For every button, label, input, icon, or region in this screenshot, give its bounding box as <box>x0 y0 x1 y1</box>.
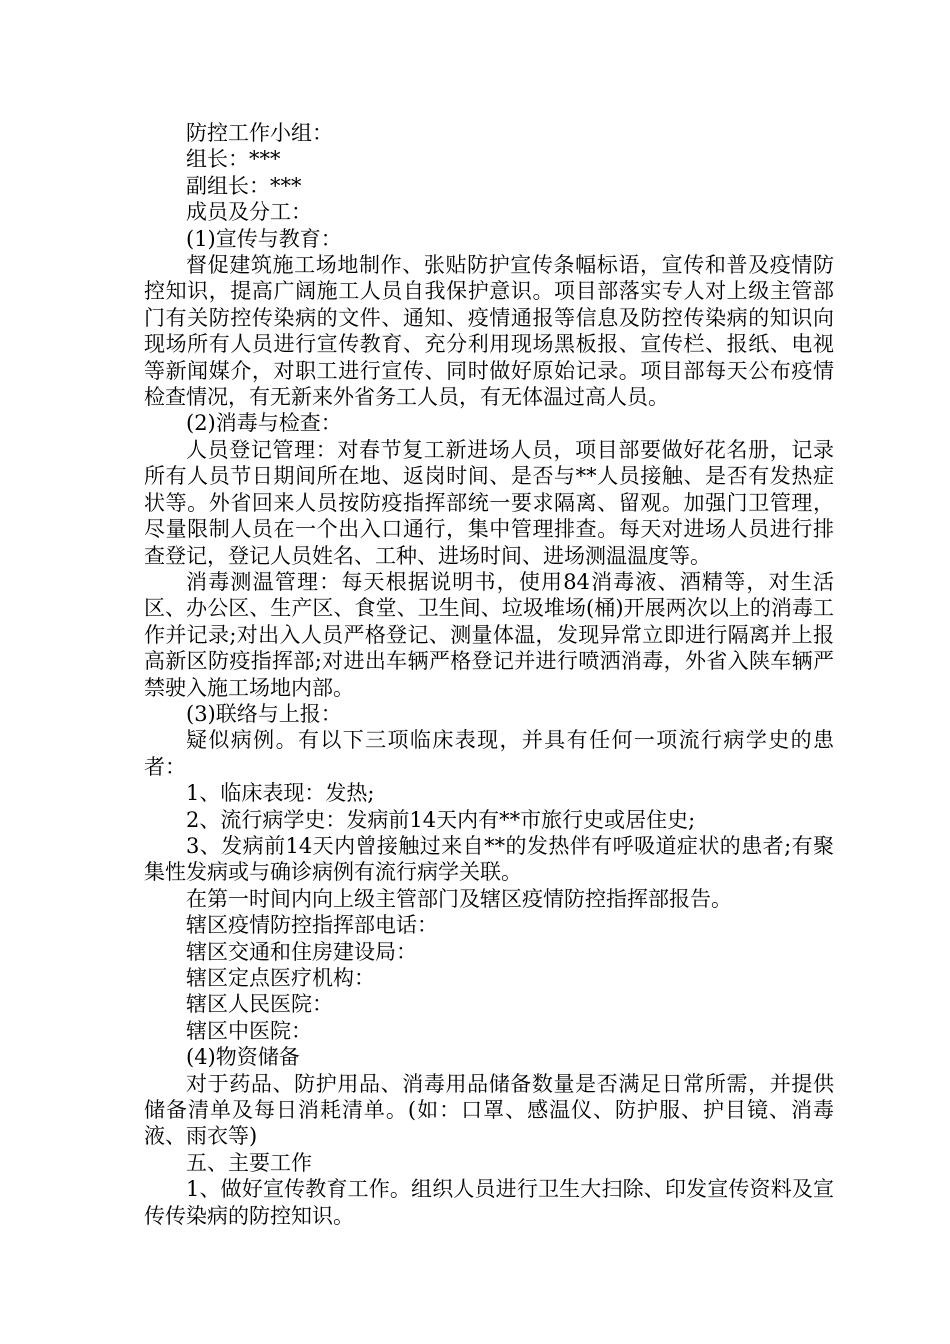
contact-transport-bureau: 辖区交通和住房建设局： <box>186 939 417 964</box>
section-publicity-body: 督促建筑施工场地制作、张贴防护宣传条幅标语，宣传和普及疫情防控知识，提高广阔施工人员自我保护意识。项目部落实专人对上级主管部门有关防控传染病的文件、通知、疫情通报等信息及防控传染病的知识向现场所有人员进行宣传教育、充分利用现场黑板报、宣传栏、报纸、电视等新闻媒介，对职工进行宣传、同时做好原始记录。项目部每天公布疫情检查情况，有无新来外省务工人员，有无体温过高人员。 <box>144 253 834 410</box>
deputy-leader: 副组长：*** <box>186 173 302 198</box>
contact-tcm-hospital: 辖区中医院： <box>186 1018 312 1043</box>
section-disinfection-heading: (2)消毒与检查： <box>186 411 342 436</box>
document-page <box>144 120 834 1229</box>
members-heading: 成员及分工： <box>186 200 312 225</box>
section-liaison-heading: (3)联络与上报： <box>186 701 342 726</box>
report-instruction: 在第一时间内向上级主管部门及辖区疫情防控指挥部报告。 <box>186 886 732 911</box>
personnel-registration-body: 人员登记管理：对春节复工新进场人员，项目部要做好花名册，记录所有人员节日期间所在地、返岗时间、是否与**人员接触、是否有发热症状等。外省回来人员按防疫指挥部统一要求隔离、留观。加强门卫管理，尽量限制人员在一个出入口通行，集中管理排查。每天对进场人员进行排查登记，登记人员姓名、工种、进场时间、进场测温温度等。 <box>144 437 834 568</box>
main-work-heading: 五、主要工作 <box>186 1150 312 1175</box>
criterion-clinical: 1、临床表现：发热; <box>186 781 375 806</box>
suspected-case-definition: 疑似病例。有以下三项临床表现，并具有任何一项流行病学史的患者： <box>144 728 834 779</box>
contact-peoples-hospital: 辖区人民医院： <box>186 992 333 1017</box>
group-leader: 组长：*** <box>186 147 281 172</box>
section-publicity-heading: (1)宣传与教育： <box>186 226 342 251</box>
criterion-contact: 3、发病前14天内曾接触过来自**的发热伴有呼吸道症状的患者;有聚集性发病或与确诊病例有流行病学关联。 <box>144 833 834 885</box>
criterion-epidemiology: 2、流行病学史：发病前14天内有**市旅行史或居住史; <box>186 807 696 832</box>
section-supplies-heading: (4)物资储备 <box>186 1045 300 1070</box>
group-heading: 防控工作小组： <box>186 121 333 145</box>
main-work-item-1: 1、做好宣传教育工作。组织人员进行卫生大扫除、印发宣传资料及宣传传染病的防控知识。 <box>144 1177 834 1228</box>
section-supplies-body: 对于药品、防护用品、消毒用品储备数量是否满足日常所需，并提供储备清单及每日消耗清单。(如：口罩、感温仪、防护服、护目镜、消毒液、雨衣等) <box>144 1071 834 1149</box>
contact-designated-medical: 辖区定点医疗机构： <box>186 966 375 990</box>
disinfection-temperature-body: 消毒测温管理：每天根据说明书，使用84消毒液、酒精等，对生活区、办公区、生产区、食堂、卫生间、垃圾堆场(桶)开展两次以上的消毒工作并记录;对出入人员严格登记、测量体温，发现异常立即进行隔离并上报高新区防疫指挥部;对进出车辆严格登记并进行喷洒消毒，外省入陕车辆严禁驶入施工场地内部。 <box>144 569 834 700</box>
contact-command-phone: 辖区疫情防控指挥部电话： <box>186 913 438 938</box>
